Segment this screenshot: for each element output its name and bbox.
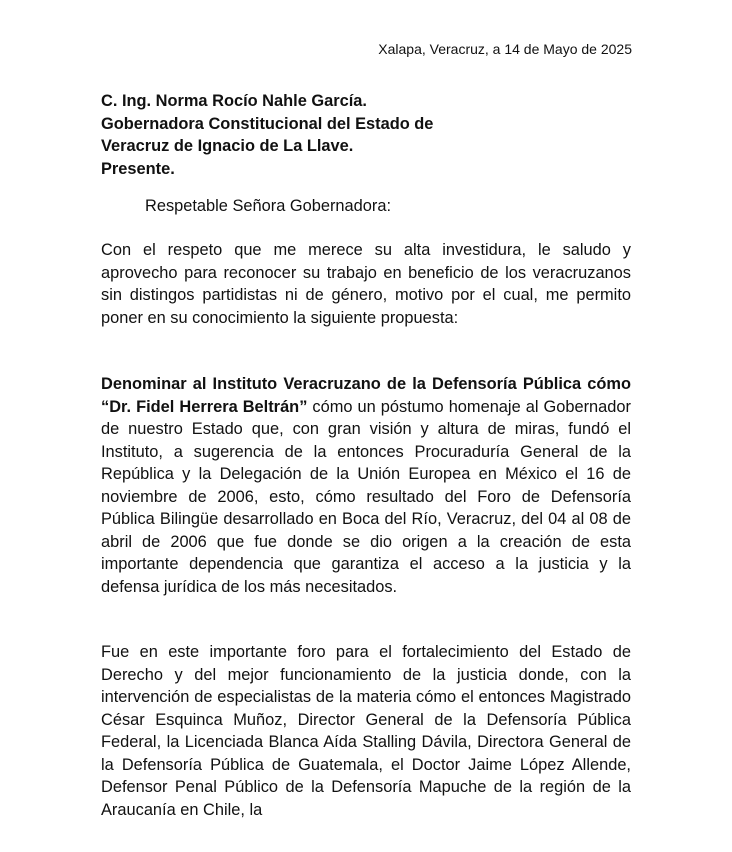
- proposal-text: cómo un póstumo homenaje al Gobernador de nuestro Estado que, con gran visión y altura de miras, fundó el Instituto, a sugerencia de la entonces Procuraduría General de la República y la Delegación de la Unión Europea en México el 16 de noviembre de 2006, esto, cómo resultado del Foro de Defensoría Pública Bilingüe desarrollado en Boca del Río, Veracruz, del 04 al 08 de abril de 2006 que fue donde se dio origen a la creación de esta importante dependencia que garantiza el acceso a la justicia y la defensa jurídica de los más necesitados.: [101, 397, 631, 596]
- proposal-bold-text: Denominar al Instituto Veracruzano de la Defensoría Pública cómo “Dr. Fidel Herrera Beltrán”: [101, 375, 631, 416]
- paragraph-forum: Fue en este importante foro para el fortalecimiento del Estado de Derecho y del mejor funcionamiento de la justicia donde, con la intervención de especialistas de la materia cómo el entonces Magistrado César Esquinca Muñoz, Director General de la Defensoría Pública Federal, la Licenciada Blanca Aída Stalling Dávila, Directora General de la Defensoría Pública de Guatemala, el Doctor Jaime López Allende, Defensor Penal Público de la Defensoría Mapuche de la región de la Araucanía en Chile, la: [101, 643, 631, 819]
- recipient-title: Gobernadora Constitucional del Estado de: [101, 114, 434, 133]
- recipient-block: [101, 90, 631, 180]
- recipient-name: C. Ing. Norma Rocío Nahle García.: [101, 92, 367, 110]
- salutation: Respetable Señora Gobernadora:: [145, 197, 392, 215]
- date-line: Xalapa, Veracruz, a 14 de Mayo de 2025: [378, 41, 632, 57]
- recipient-state: Veracruz de Ignacio de La Llave.: [101, 137, 354, 155]
- recipient-presente: Presente.: [101, 159, 175, 178]
- paragraph-intro: Con el respeto que me merece su alta investidura, le saludo y aprovecho para reconocer su trabajo en beneficio de los veracruzanos sin distingos partidistas ni de género, motivo por el cual, me permito poner en su conocimiento la siguiente propuesta:: [101, 241, 631, 327]
- paragraph-proposal: [101, 373, 631, 598]
